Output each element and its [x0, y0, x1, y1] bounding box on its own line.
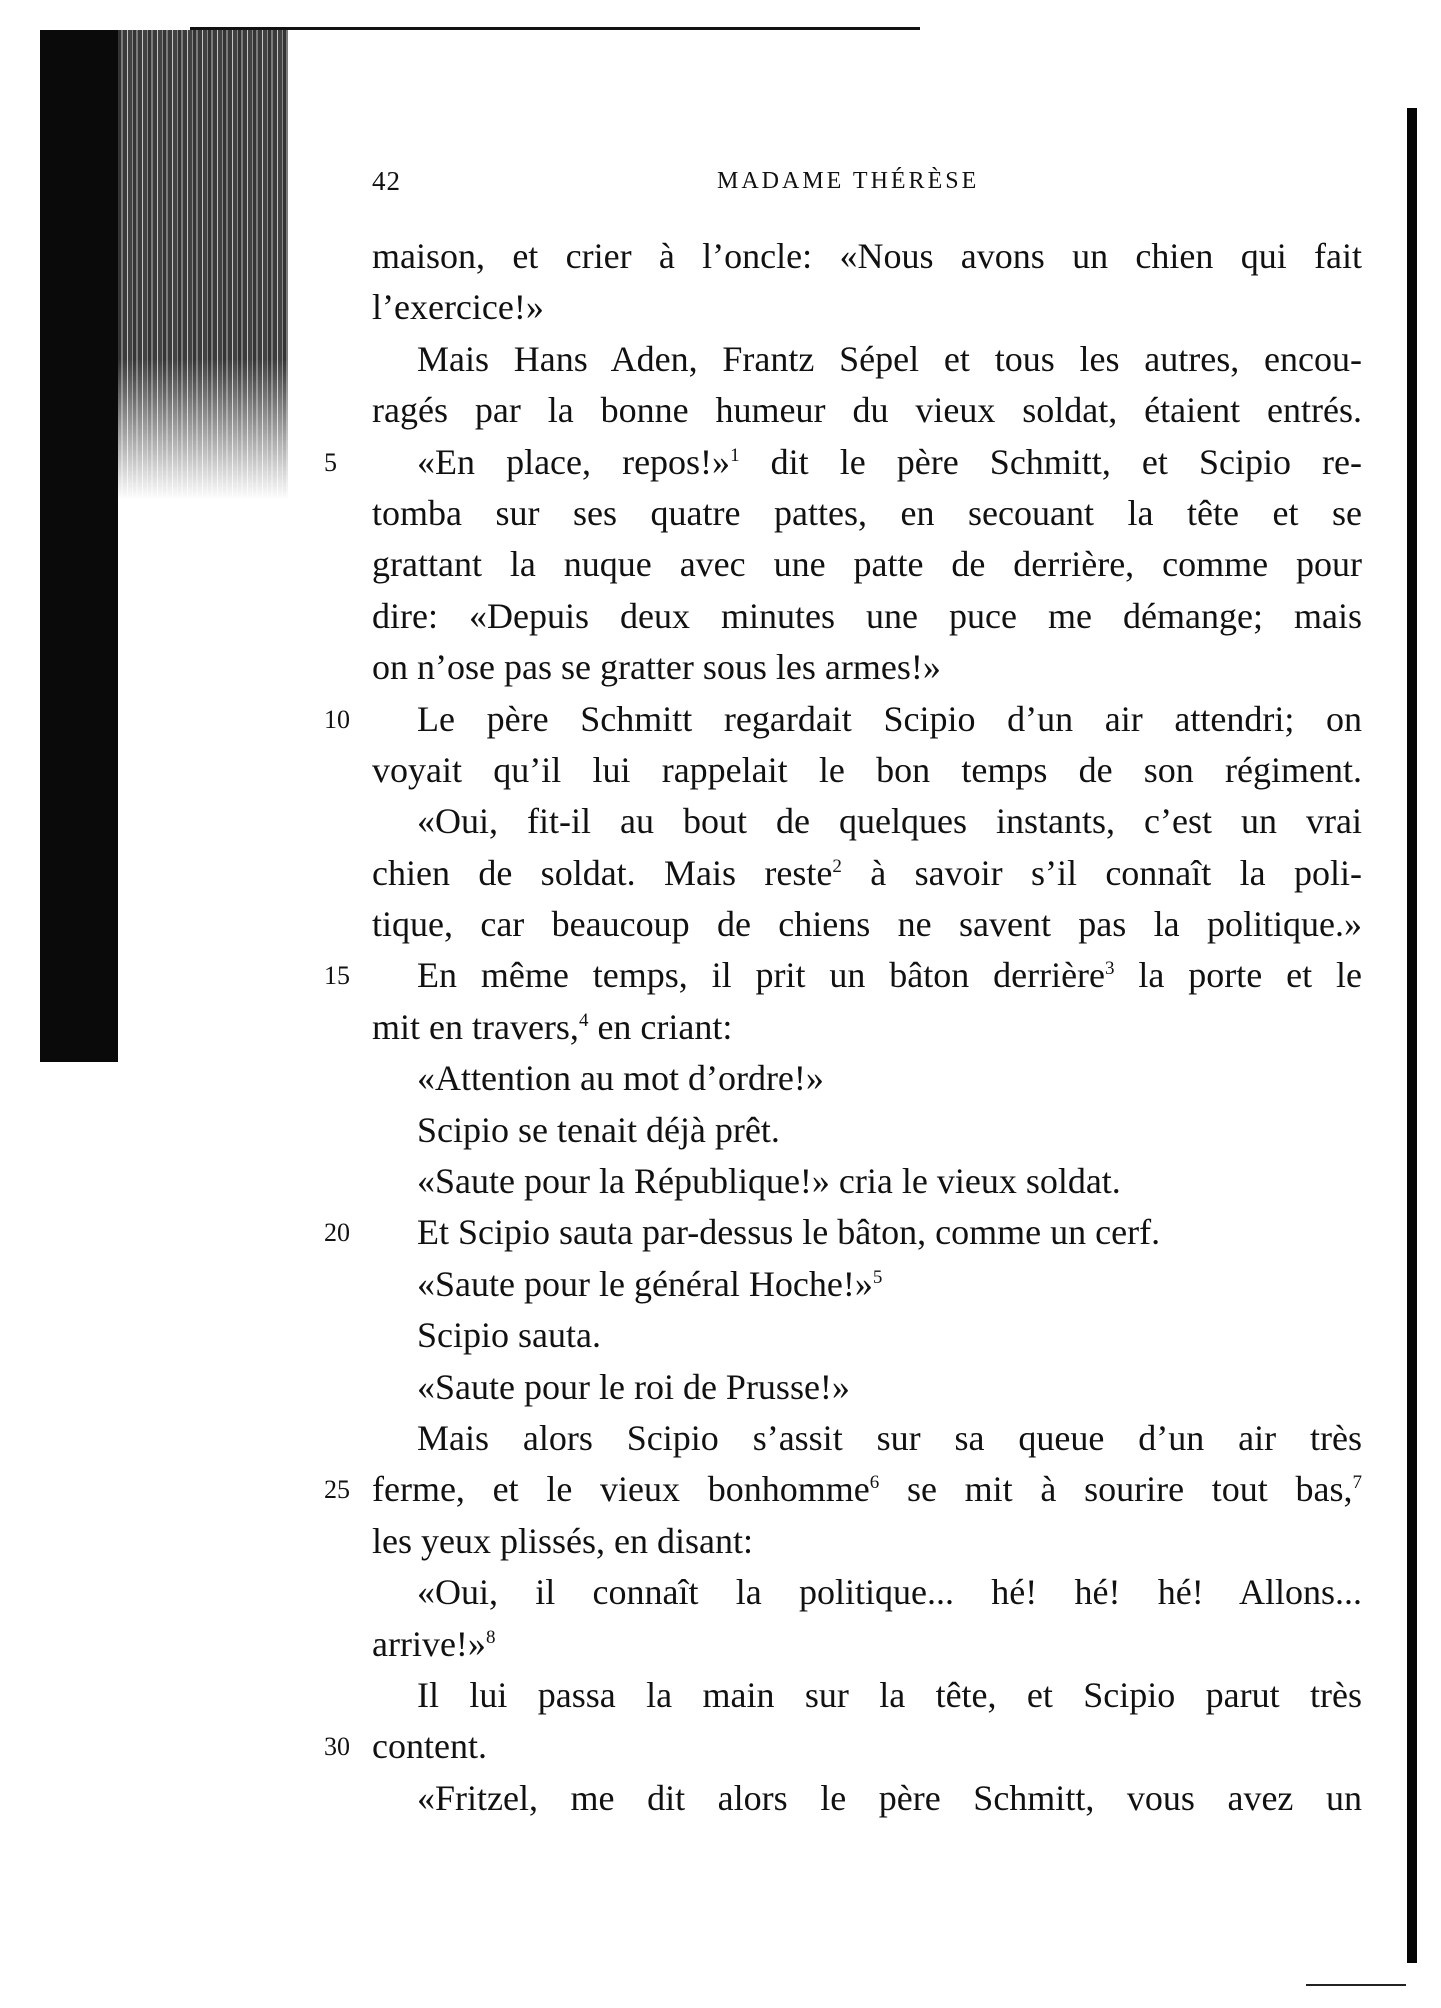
page-number: 42 [372, 166, 401, 196]
footnote-ref: 6 [869, 1472, 880, 1494]
footnote-ref: 8 [485, 1626, 496, 1648]
text-line: 30 content. [372, 1721, 1362, 1772]
page-header [372, 166, 1352, 206]
line-number: 20 [324, 1218, 350, 1248]
line-number: 15 [324, 961, 350, 991]
text-line: Scipio sauta. [417, 1315, 601, 1356]
line-number: 25 [324, 1475, 350, 1505]
text-line: arrive!»$^8$ [372, 1623, 496, 1664]
text-line: 20 Et Scipio sauta par-dessus le bâton, comme un cerf. [372, 1207, 1362, 1258]
text-line: «Saute pour la République!» cria le vieux soldat. [417, 1161, 1121, 1202]
text-line: les yeux plissés, en disant: [372, 1520, 753, 1561]
text-line: «Oui, il connaît la politique... hé! hé! hé! Allons... [417, 1572, 1362, 1613]
running-title: MADAME THÉRÈSE [717, 168, 980, 194]
footnote-ref: 2 [832, 855, 842, 877]
scan-edge-top [190, 27, 920, 30]
line-number: 30 [324, 1732, 350, 1762]
text-line: 5 «En place, repos!»$^1$ dit le père Schmitt, et Scipio re- [372, 437, 1362, 488]
text-line: Mais alors Scipio s’assit sur sa queue d’un air très [417, 1417, 1362, 1458]
footnote-ref: 1 [730, 444, 740, 466]
footnote-ref: 3 [1105, 958, 1115, 980]
text-line: 25 ferme, et le vieux bonhomme$^6$ se mit à sourire tout bas,$^7$ [372, 1464, 1362, 1515]
text-line: «Attention au mot d’ordre!» [417, 1058, 824, 1099]
text-line: 15 En même temps, il prit un bâton derrière$^3$ la porte et le [372, 950, 1362, 1001]
scan-edge-right [1407, 108, 1417, 1963]
text-line: grattant la nuque avec une patte de derrière, comme pour [372, 544, 1362, 585]
text-line: Il lui passa la main sur la tête, et Scipio parut très [417, 1674, 1362, 1715]
text-line: l’exercice!» [372, 287, 544, 328]
text-line: «Fritzel, me dit alors le père Schmitt, vous avez un [417, 1777, 1362, 1818]
text-line: voyait qu’il lui rappelait le bon temps de son régiment. [372, 749, 1362, 790]
text-line: 10 Le père Schmitt regardait Scipio d’un air attendri; on [372, 694, 1362, 745]
text-line: tique, car beaucoup de chiens ne savent pas la politique.» [372, 904, 1362, 945]
text-line: «Saute pour le roi de Prusse!» [417, 1366, 850, 1407]
text-line: maison, et crier à l’oncle: «Nous avons un chien qui fait [372, 236, 1362, 276]
text-line: Scipio se tenait déjà prêt. [417, 1109, 780, 1150]
body-text [324, 231, 1363, 1824]
footnote-ref: 4 [578, 1009, 589, 1031]
text-line: dire: «Depuis deux minutes une puce me démange; mais [372, 595, 1362, 636]
text-line: tomba sur ses quatre pattes, en secouant la tête et se [372, 492, 1362, 533]
text-line: «Saute pour le général Hoche!»$^5$ [417, 1263, 883, 1304]
scan-edge-bottom [1306, 1984, 1406, 1986]
scan-edge-streak [118, 30, 288, 500]
footnote-ref: 5 [872, 1266, 883, 1288]
line-number: 5 [324, 447, 337, 477]
scan-edge-left [40, 30, 118, 1062]
line-number: 10 [324, 704, 350, 734]
text-line: Mais Hans Aden, Frantz Sépel et tous les autres, encou- [417, 338, 1362, 379]
footnote-ref: 7 [1352, 1472, 1363, 1494]
text-line: on n’ose pas se gratter sous les armes!» [372, 647, 941, 688]
text-line: «Oui, fit-il au bout de quelques instants, c’est un vrai [417, 801, 1362, 842]
text-line: mit en travers,$^4$ en criant: [372, 1006, 733, 1047]
text-line: chien de soldat. Mais reste$^2$ à savoir s’il connaît la poli- [372, 852, 1362, 893]
text-line: ragés par la bonne humeur du vieux soldat, étaient entrés. [372, 390, 1362, 431]
